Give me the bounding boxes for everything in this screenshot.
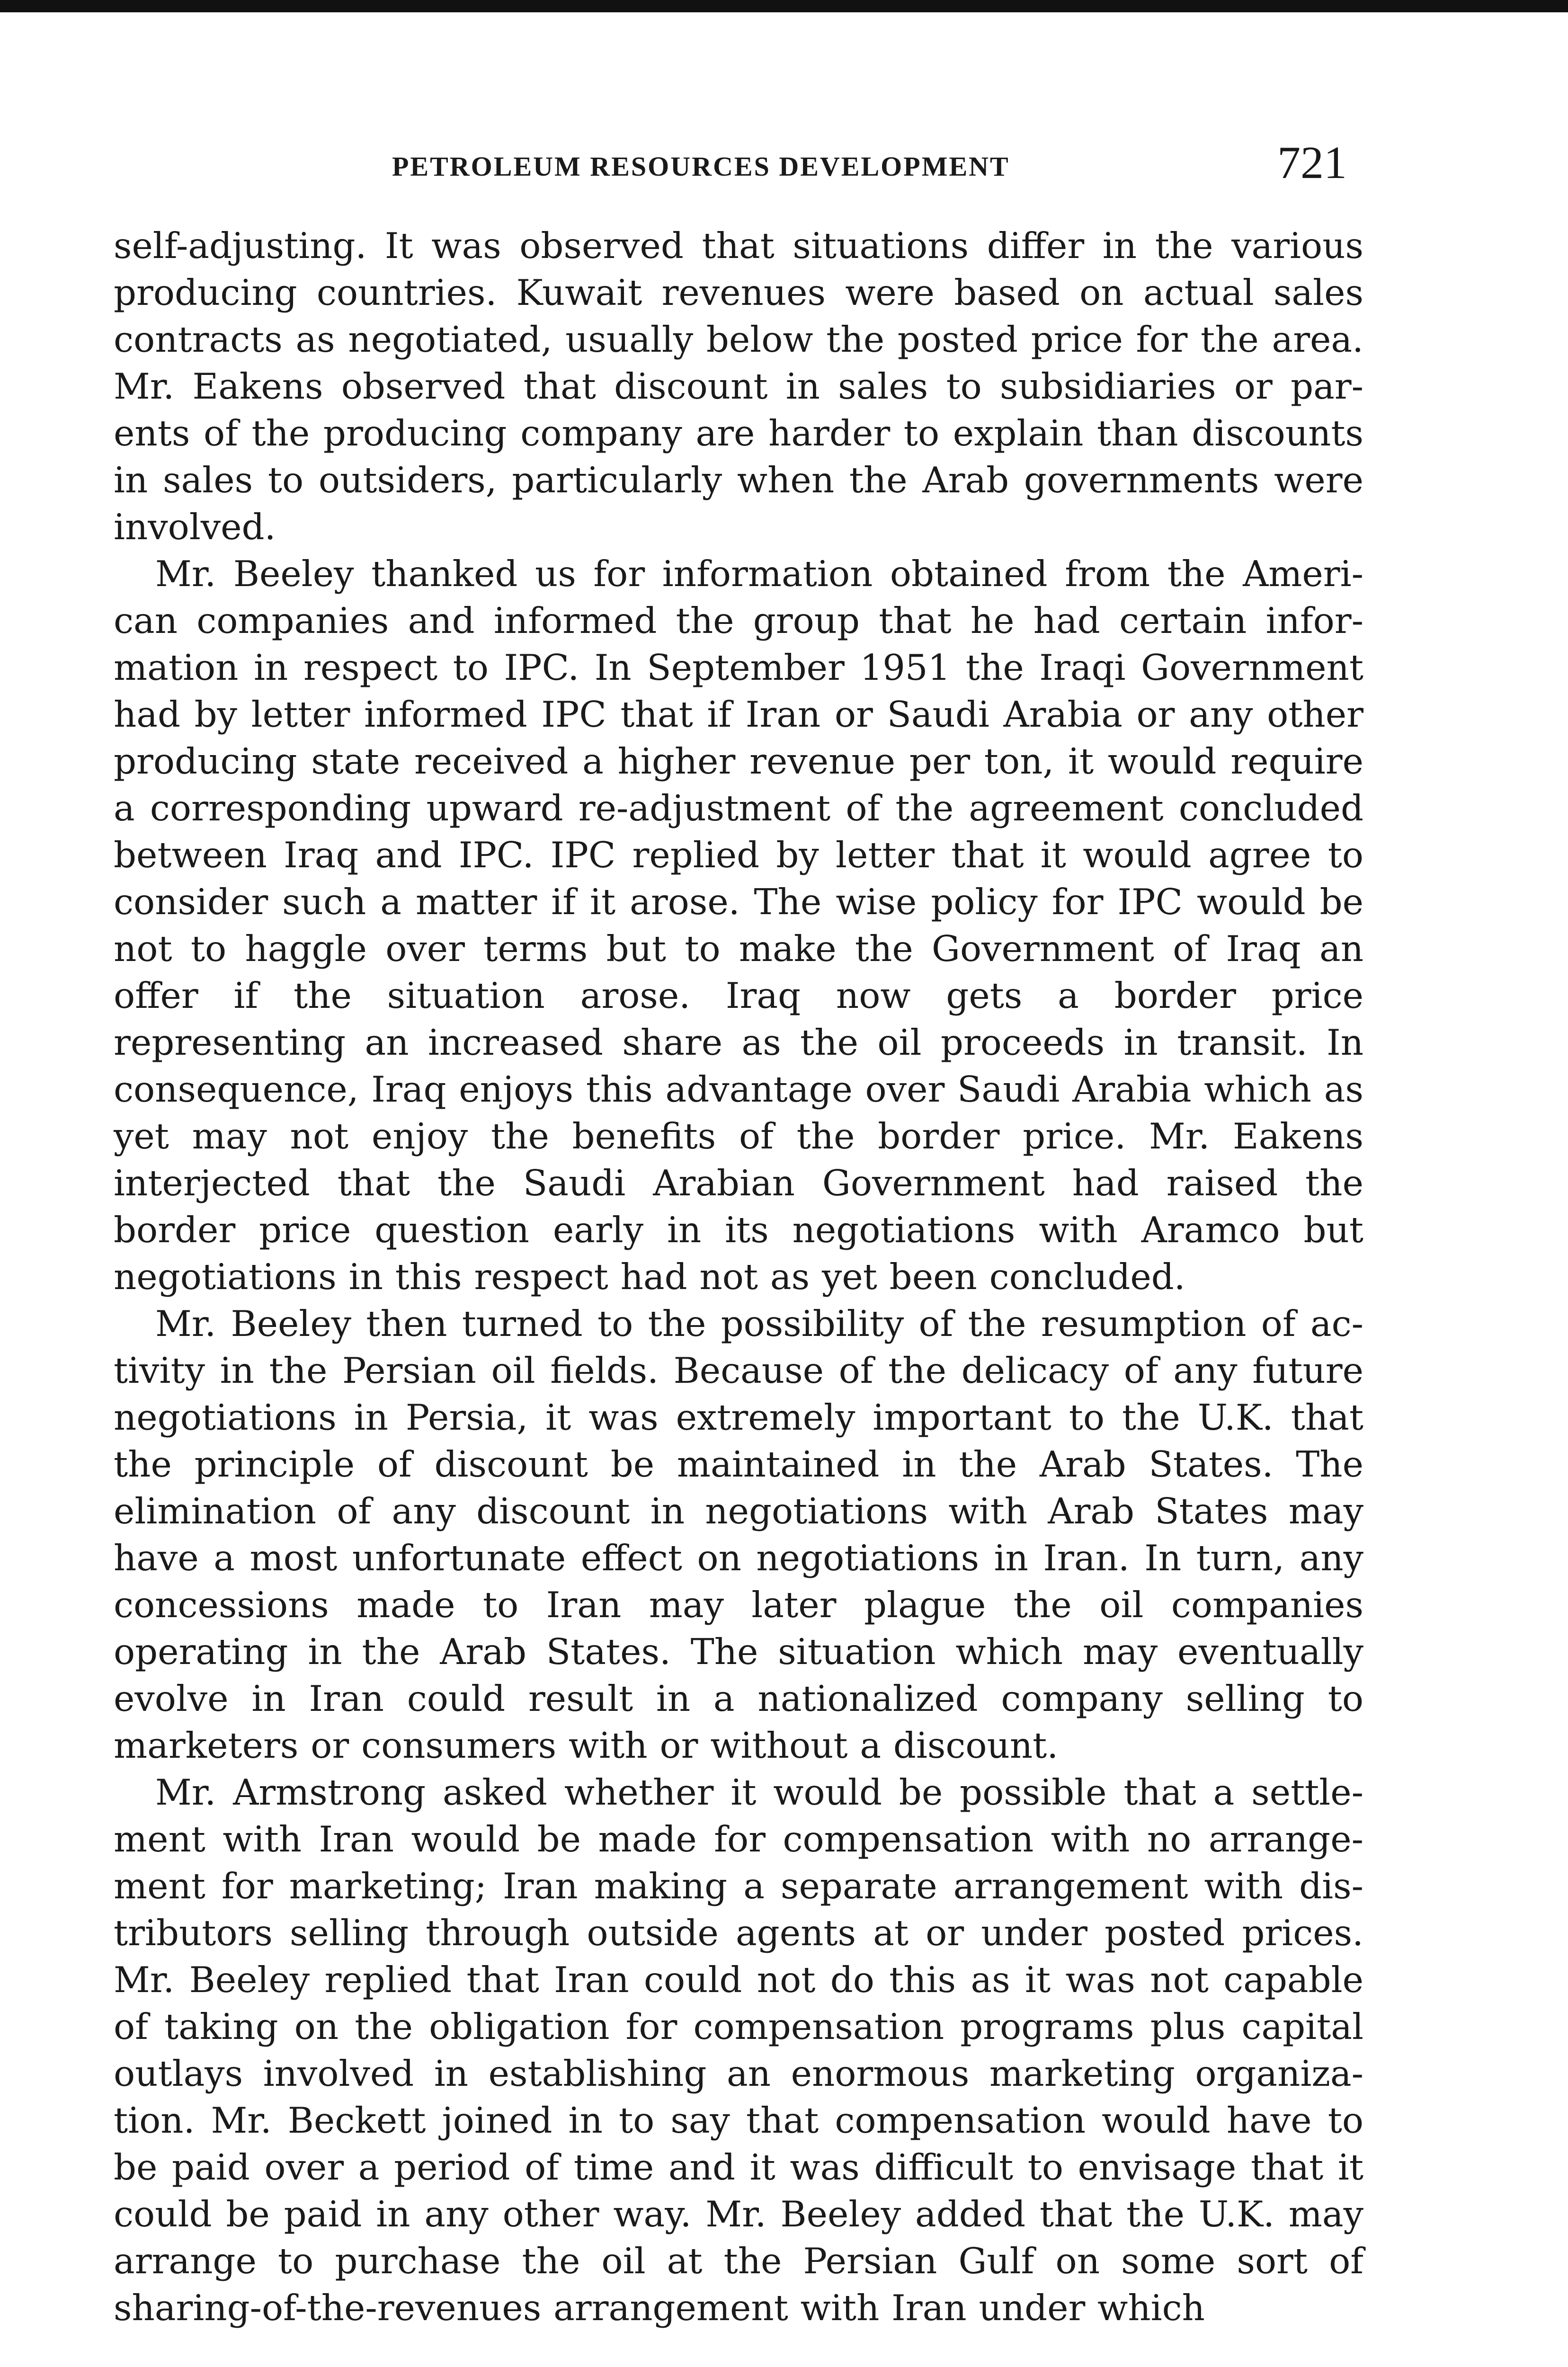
paragraph-persian-oil-fields: Mr. Beeley then turned to the possibility of the resumption of activity in the Persian oil fields. Because of the delicacy of any future negotiations in Persia, it was extremely important to the U.K. that the principle of discount be maintained in the Arab States. The elimination of any discount in negotiations with Arab States may have a most unfortunate effect on negotiations in Iran. In turn, any concessions made to Iran may later plague the oil companies operating in the Arab States. The situation which may eventually evolve in Iran could result in a nationalized company selling to marketers or consumers with or without a discount. xyxy=(114,1303,1363,1766)
page-number: 721 xyxy=(1277,137,1347,188)
paragraph-continuation: self-adjusting. It was observed that situations differ in the various producing countries. Kuwait revenues were based on actual sales contracts as negotiated, usually below the posted price for the area. Mr. Eakens observed that discount in sales to subsidiaries or parents of the producing company are harder to explain than discounts in sales to outsiders, particularly when the Arab governments were involved. xyxy=(114,225,1363,548)
paragraph-beeley-ipc: Mr. Beeley thanked us for information obtained from the American companies and informed the group that he had certain information in respect to IPC. In September 1951 the Iraqi Government had by letter informed IPC that if Iran or Saudi Arabia or any other producing state received a higher revenue per ton, it would require a corresponding upward re-adjustment of the agreement concluded between Iraq and IPC. IPC replied by letter that it would agree to consider such a matter if it arose. The wise policy for IPC would be not to haggle over terms but to make the Government of Iraq an offer if the situation arose. Iraq now gets a border price representing an increased share as the oil proceeds in transit. In consequence, Iraq enjoys this advantage over Saudi Arabia which as yet may not enjoy the benefits of the border price. Mr. Eakens interjected that the Saudi Arabian Government had raised the border price question early in its negotiations with Aramco but negotiations in this respect had not as yet been concluded. xyxy=(114,553,1363,1298)
paragraph-armstrong-settlement: Mr. Armstrong asked whether it would be possible that a settlement with Iran would be made for compensation with no arrangement for marketing; Iran making a separate arrangement with distributors selling through outside agents at or under posted prices. Mr. Beeley replied that Iran could not do this as it was not capable of taking on the obligation for compensation programs plus capital outlays involved in establishing an enormous marketing organization. Mr. Beckett joined in to say that compensation would have to be paid over a period of time and it was difficult to envisage that it could be paid in any other way. Mr. Beeley added that the U.K. may arrange to purchase the oil at the Persian Gulf on some sort of sharing-of-the-revenues arrangement with Iran under which xyxy=(114,1771,1363,2329)
body-text xyxy=(114,222,1363,2331)
running-head: PETROLEUM RESOURCES DEVELOPMENT xyxy=(392,151,1010,182)
